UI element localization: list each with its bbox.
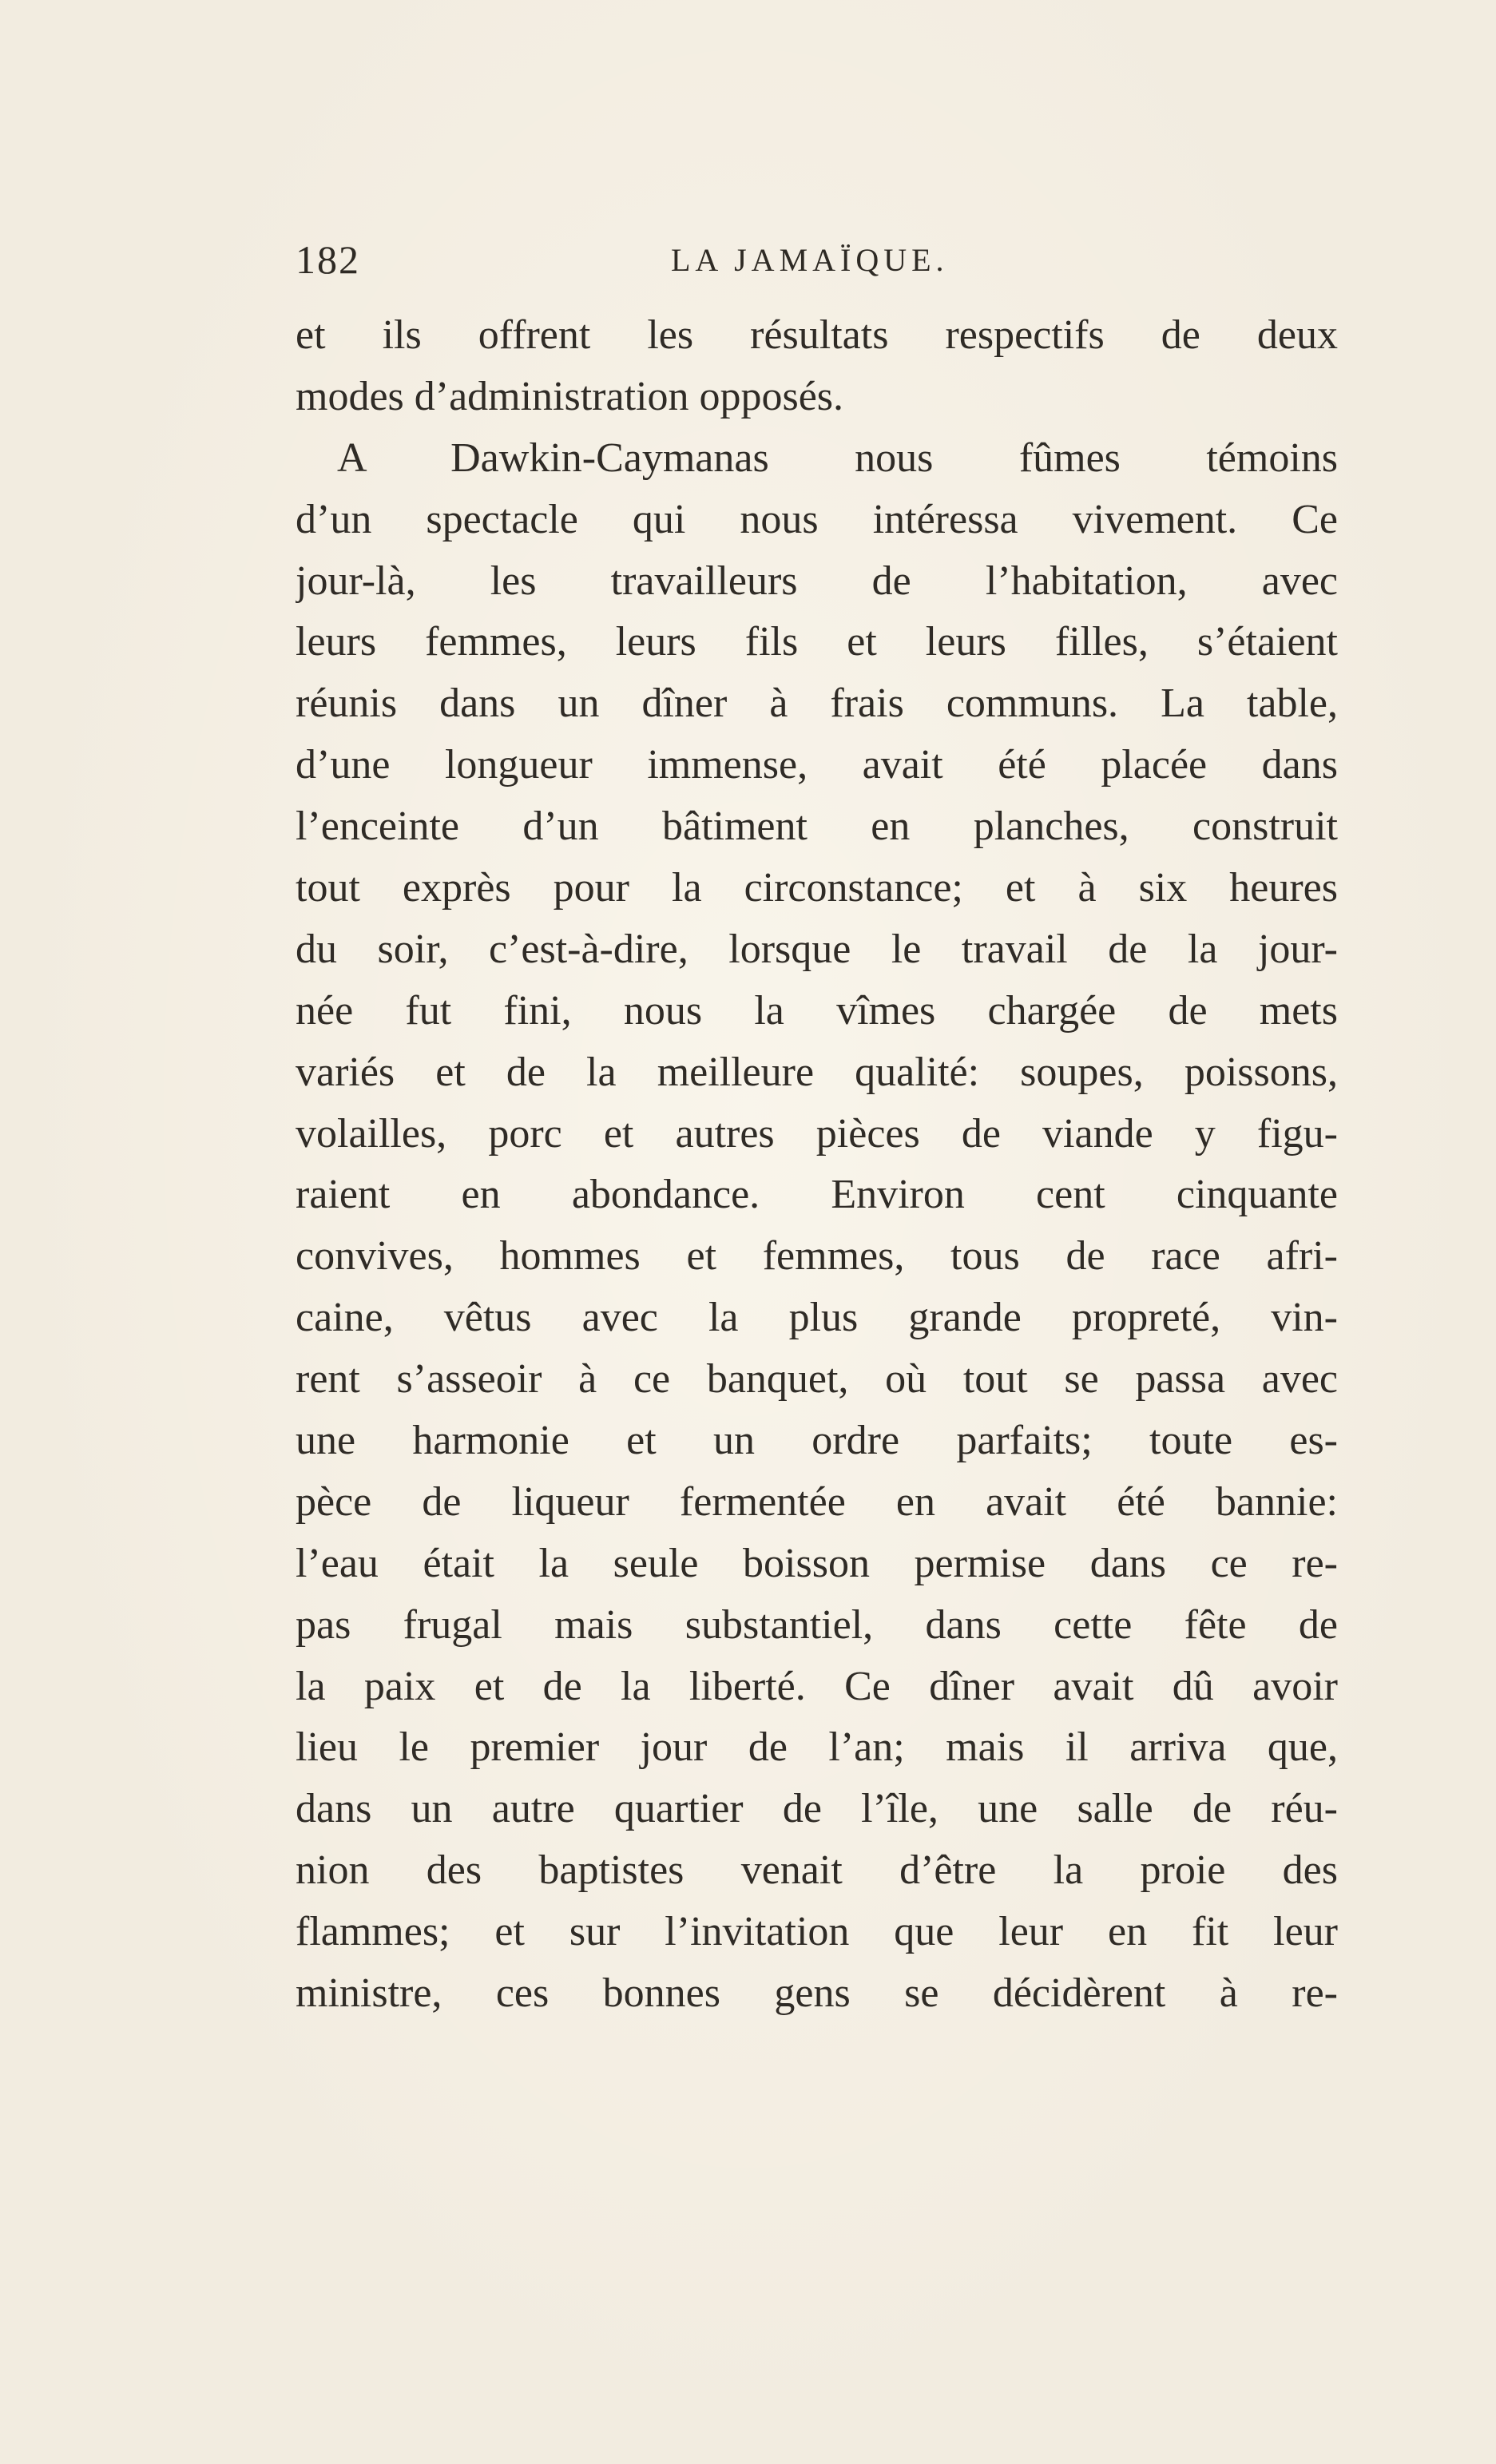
- text-line: pèce de liqueur fermentée en avait été bannie:: [296, 1478, 1338, 1525]
- text-line: tout exprès pour la circonstance; et à six heures: [296, 865, 1338, 911]
- text-line: volailles, porc et autres pièces de viande y figu-: [296, 1110, 1338, 1157]
- text-line: l’enceinte d’un bâtiment en planches, construit: [296, 803, 1338, 850]
- text-line: raient en abondance. Environ cent cinquante: [296, 1172, 1338, 1218]
- page-number: 182: [296, 237, 360, 282]
- text-line: pas frugal mais substantiel, dans cette fête de: [296, 1601, 1338, 1648]
- text-line: d’une longueur immense, avait été placée dans: [296, 742, 1338, 788]
- text-line: convives, hommes et femmes, tous de race afri-: [296, 1233, 1338, 1280]
- text-line: la paix et de la liberté. Ce dîner avait dû avoir: [296, 1663, 1338, 1709]
- text-line: d’un spectacle qui nous intéressa vivement. Ce: [296, 496, 1338, 542]
- text-line: rent s’asseoir à ce banquet, où tout se passa avec: [296, 1356, 1338, 1403]
- text-line: nion des baptistes venait d’être la proie des: [296, 1847, 1338, 1894]
- text-line: lieu le premier jour de l’an; mais il arriva que,: [296, 1724, 1338, 1771]
- running-header: [296, 236, 1358, 300]
- text-line: modes d’administration opposés.: [296, 373, 844, 419]
- text-line: jour-là, les travailleurs de l’habitation, avec: [296, 557, 1338, 604]
- text-line: et ils offrent les résultats respectifs de deux: [296, 312, 1338, 358]
- text-line: du soir, c’est-à-dire, lorsque le travail de la jour-: [296, 926, 1338, 972]
- text-line: A Dawkin-Caymanas nous fûmes témoins: [337, 434, 1338, 481]
- text-line: leurs femmes, leurs fils et leurs filles, s’étaient: [296, 619, 1338, 665]
- running-title: LA JAMAÏQUE.: [671, 242, 949, 278]
- text-line: réunis dans un dîner à frais communs. La table,: [296, 680, 1338, 727]
- text-line: l’eau était la seule boisson permise dans ce re-: [296, 1540, 1338, 1586]
- text-line: ministre, ces bonnes gens se décidèrent à re-: [296, 1970, 1338, 2017]
- text-line: dans un autre quartier de l’île, une salle de réu-: [296, 1786, 1338, 1832]
- body-text: [296, 305, 1338, 2025]
- text-line: caine, vêtus avec la plus grande propreté, vin-: [296, 1295, 1338, 1341]
- text-line: une harmonie et un ordre parfaits; toute es-: [296, 1418, 1338, 1464]
- text-line: variés et de la meilleure qualité: soupes, poissons,: [296, 1049, 1338, 1095]
- text-line: née fut fini, nous la vîmes chargée de mets: [296, 987, 1338, 1034]
- text-line: flammes; et sur l’invitation que leur en fit leur: [296, 1909, 1338, 1955]
